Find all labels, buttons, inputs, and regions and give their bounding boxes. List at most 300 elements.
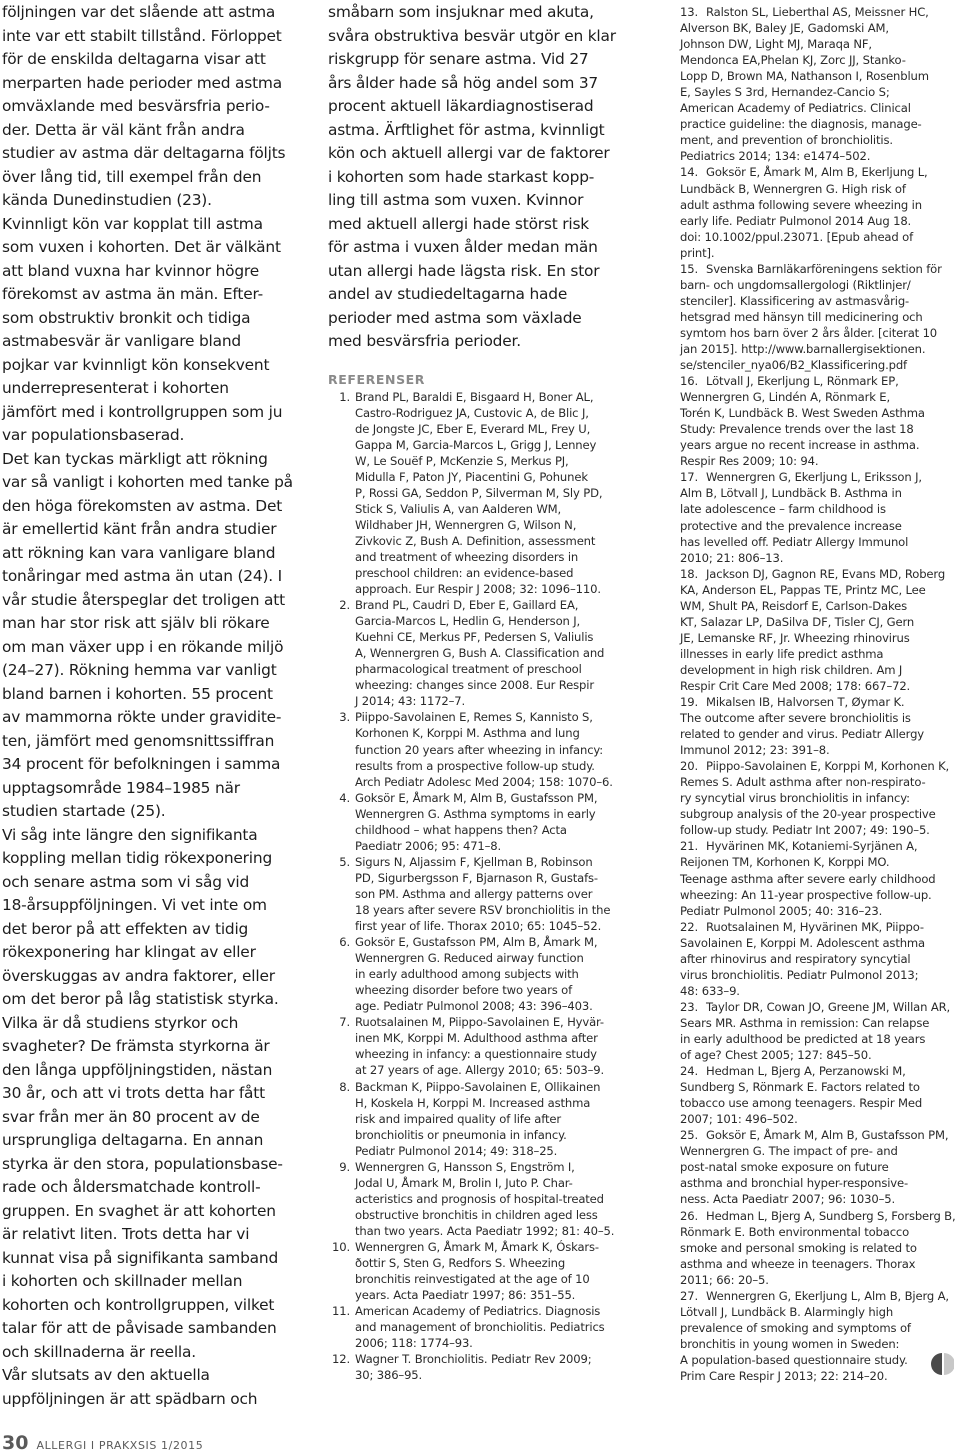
reference-text-line: early life. Pediatr Pulmonol 2014 Aug 18. <box>680 213 912 228</box>
reference-text-line: first year of life. Thorax 2010; 65: 1045–52. <box>355 919 602 934</box>
body-text-line: följningen var det slående att astma <box>2 3 276 21</box>
reference-first-line <box>328 1014 634 1030</box>
reference-number-text: 1. <box>339 389 350 404</box>
reference-text-line: Torén K, Lundbäck B. West Sweden Asthma <box>680 406 925 421</box>
reference-number-text: 24. <box>680 1064 698 1079</box>
reference-number-text: 13. <box>680 5 698 19</box>
reference-text-line: after rhinovirus and respiratory syncytial <box>680 951 911 966</box>
body-text-line: upptagsområde 1984–1985 när <box>2 778 240 797</box>
reference-text-line: in early adulthood be predicted at 18 years <box>680 1032 926 1046</box>
reference-number-text: 18. <box>680 566 698 581</box>
reference-number <box>680 373 706 389</box>
body-text-line: utan allergi hade lägsta risk. En stor <box>328 261 600 280</box>
body-text-line: uppföljningen är att spädbarn och <box>2 1389 258 1408</box>
body-text-line: 34 procent för befolkningen i samma <box>2 755 281 773</box>
reference-text-line: 18 years after severe RSV bronchiolitis in the <box>355 903 611 917</box>
reference-item <box>654 1063 956 1127</box>
body-text-line: vår studie återspeglar det troligen att <box>2 590 285 609</box>
reference-number-text: 25. <box>680 1128 698 1143</box>
reference-item <box>654 1288 956 1384</box>
reference-text: Wagner T. Bronchiolitis. Pediatr Rev 2009; <box>355 1352 592 1367</box>
body-text-line: styrka är den stora, populationsbase- <box>2 1154 283 1173</box>
reference-number <box>680 758 706 774</box>
body-text-line: kohorten och kontrollgruppen, vilket <box>2 1295 275 1314</box>
reference-number-text: 2. <box>339 598 350 613</box>
reference-first-line <box>328 934 634 950</box>
body-text-line: astmabesvär är vanligare bland <box>2 332 241 350</box>
reference-text-line: Remes S. Adult asthma after non-respirato- <box>680 775 926 790</box>
body-text-line: småbarn som insjuknar med akuta, <box>328 3 594 21</box>
reference-text-line: Zivkovic Z, Bush A. Definition, assessment <box>355 533 596 548</box>
reference-text-line: Pediatrics 2014; 134: e1474–502. <box>680 149 871 164</box>
reference-number-text: 16. <box>680 374 698 389</box>
reference-text-line: years. Acta Paediatr 1997; 86: 351–55. <box>355 1288 576 1303</box>
body-text-line: tonåringar med astma än utan (24). I <box>2 567 282 585</box>
reference-text-line: ry syncytial virus bronchiolitis in infancy: <box>680 791 910 806</box>
reference-text: Jackson DJ, Gagnon RE, Evans MD, Roberg <box>706 566 946 581</box>
reference-text-line: pharmacological treatment of preschool <box>355 662 582 677</box>
body-text-line: i kohorten som hade starkast kopp- <box>328 167 595 186</box>
reference-text-line: Jodal U, Åmark M, Brolin I, Juto P. Char- <box>355 1175 573 1190</box>
reference-text-line: Mendonca EA,Phelan KJ, Zorc JJ, Stanko- <box>680 53 906 68</box>
reference-first-line <box>654 373 956 389</box>
reference-text-line: Lopp D, Brown MA, Nathanson I, Rosenblum <box>680 69 929 84</box>
reference-number <box>328 709 355 725</box>
reference-text-line: bronchitis in young women in Sweden: <box>680 1336 900 1351</box>
reference-text-line: Wennergren G. The impact of pre- and <box>680 1144 898 1159</box>
reference-text: Goksör E, Åmark M, Alm B, Gustafsson PM, <box>706 1128 949 1143</box>
reference-number <box>328 1239 355 1255</box>
page-number: 30 <box>2 1432 29 1454</box>
body-text-line: med aktuell allergi hade störst risk <box>328 214 590 233</box>
reference-text: Ruotsalainen M, Piippo-Savolainen E, Hyvär- <box>355 1015 604 1030</box>
reference-number-text: 19. <box>680 695 698 710</box>
body-text-line: den höga förekomsten av astma. Det <box>2 496 283 515</box>
reference-first-line <box>654 838 956 854</box>
body-text-line: svåra obstruktiva besvär utgör en klar <box>328 26 616 45</box>
reference-number-text: 12. <box>332 1352 350 1367</box>
reference-text-line: Garcia-Marcos L, Hedlin G, Henderson J, <box>355 614 581 629</box>
reference-text-line: W, Le Souëf P, McKenzie S, Merkus PJ, <box>355 453 569 468</box>
body-text-line: rökexponering har klingat av eller <box>2 943 256 961</box>
reference-number <box>680 1288 706 1304</box>
body-text-line: svagheter? De främsta styrkorna är <box>2 1037 270 1055</box>
reference-text-line: Respir Res 2009; 10: 94. <box>680 454 819 469</box>
reference-text-line: post-natal smoke exposure on future <box>680 1160 889 1175</box>
reference-number <box>680 838 706 854</box>
reference-number <box>328 934 355 950</box>
reference-text-line: Arch Pediatr Adolesc Med 2004; 158: 1070–6. <box>355 774 613 789</box>
reference-number-text: 26. <box>680 1208 698 1223</box>
reference-text-line: PD, Sigurbergsson F, Bjarnason R, Gustafs- <box>355 870 598 885</box>
references-column <box>654 0 956 1384</box>
reference-text-line: de Jongste JC, Eber E, Everard ML, Frey U, <box>355 421 591 436</box>
reference-item <box>328 854 634 934</box>
reference-text-line: Pediatr Pulmonol 2014; 49: 318–25. <box>355 1143 558 1158</box>
reference-number-text: 17. <box>680 470 698 485</box>
reference-item <box>654 373 956 469</box>
reference-number <box>328 1014 355 1030</box>
reference-text-line: wheezing: changes since 2008. Eur Respir <box>355 678 594 693</box>
body-text-line: att bland vuxna har kvinnor högre <box>2 261 259 280</box>
reference-first-line <box>654 1288 956 1304</box>
reference-text: Backman K, Piippo-Savolainen E, Ollikainen <box>355 1079 601 1094</box>
reference-text-line: 2011; 66: 20–5. <box>680 1272 769 1287</box>
reference-number <box>680 999 706 1015</box>
reference-text-line: Pediatr Pulmonol 2005; 40: 316–23. <box>680 903 883 918</box>
reference-number-text: 23. <box>680 999 698 1014</box>
reference-text-line: at 27 years of age. Allergy 2010; 65: 503–9. <box>355 1063 604 1078</box>
body-text-line: års ålder hade så hög andel som 37 <box>328 73 599 92</box>
reference-text: Wennergren G, Ekerljung L, Eriksson J, <box>706 470 922 485</box>
reference-text-line: 2010; 21: 806–13. <box>680 550 784 565</box>
body-text-line: (24–27). Rökning hemma var vanligt <box>2 661 277 679</box>
reference-text: Ralston SL, Lieberthal AS, Meissner HC, <box>706 5 929 19</box>
body-text-line: och senare astma som vi såg vid <box>2 872 250 891</box>
reference-number-text: 14. <box>680 165 698 180</box>
reference-text-line: A population-based questionnaire study. <box>680 1352 908 1367</box>
reference-number <box>680 4 706 20</box>
column-1-body-text <box>2 0 304 1411</box>
reference-text: Piippo-Savolainen E, Korppi M, Korhonen K, <box>706 759 950 774</box>
reference-text: Lötvall J, Ekerljung L, Rönmark EP, <box>706 374 899 389</box>
reference-text-line: bronchitis reinvestigated at the age of 10 <box>355 1272 590 1287</box>
reference-text-line: Kuehni CE, Merkus PF, Pedersen S, Valiulis <box>355 630 594 645</box>
reference-text-line: follow-up study. Pediatr Int 2007; 49: 190–5. <box>680 823 930 838</box>
reference-first-line <box>654 566 956 582</box>
reference-text-line: Paediatr 2006; 95: 471–8. <box>355 838 502 853</box>
reference-number-text: 6. <box>339 935 350 950</box>
reference-first-line <box>654 758 956 774</box>
reference-number <box>680 566 706 582</box>
reference-number-text: 7. <box>339 1015 350 1030</box>
reference-first-line <box>328 1239 634 1255</box>
reference-text: Goksör E, Åmark M, Alm B, Gustafsson PM, <box>355 790 598 805</box>
body-text-line: perioder med astma som växlade <box>328 308 582 327</box>
body-text-line: rade och åldersmatchade kontroll- <box>2 1178 261 1196</box>
reference-item <box>328 1014 634 1078</box>
reference-text-line: Midulla F, Paton JY, Piacentini G, Pohunek <box>355 469 588 484</box>
reference-item <box>654 838 956 918</box>
reference-text-line: son PM. Asthma and allergy patterns over <box>355 886 593 901</box>
reference-first-line <box>654 1063 956 1079</box>
reference-text-line: obstructive bronchitis in children aged less <box>355 1207 598 1222</box>
reference-text: Svenska Barnläkarföreningens sektion för <box>706 261 942 276</box>
reference-text-line: illnesses in early life predict asthma <box>680 646 884 661</box>
reference-item <box>654 694 956 758</box>
reference-item <box>328 1239 634 1303</box>
reference-item <box>328 597 634 709</box>
reference-number-text: 3. <box>339 710 350 725</box>
reference-first-line <box>654 694 956 710</box>
body-text-line: ten, jämfört med genomsnittssiffran <box>2 731 275 750</box>
reference-text: American Academy of Pediatrics. Diagnosis <box>355 1304 601 1319</box>
reference-text: Brand PL, Baraldi E, Bisgaard H, Boner AL, <box>355 389 594 404</box>
reference-text: Hyvärinen MK, Kotaniemi-Syrjänen A, <box>706 839 918 854</box>
reference-text-line: Sundberg S, Rönmark E. Factors related to <box>680 1080 920 1095</box>
reference-text-line: protective and the prevalence increase <box>680 518 902 533</box>
body-text-line: omväxlande med besvärsfria perio- <box>2 97 270 115</box>
body-text-line: inte var ett stabilt tillstånd. Förloppet <box>2 26 282 45</box>
body-text-line: ling till astma som vuxen. Kvinnor <box>328 191 584 209</box>
reference-text-line: Teenage asthma after severe early childhood <box>680 871 936 886</box>
reference-text-line: Rönmark E. Both environmental tobacco <box>680 1224 910 1239</box>
reference-number <box>680 919 706 935</box>
body-text-line: underrepresenterat i kohorten <box>2 379 229 397</box>
reference-text: Taylor DR, Cowan JO, Greene JM, Willan AR, <box>706 999 951 1014</box>
body-text-line: Vi såg inte längre den signifikanta <box>2 825 258 844</box>
reference-number-text: 9. <box>339 1159 350 1174</box>
reference-text-line: Respir Crit Care Med 2008; 178: 667–72. <box>680 678 911 693</box>
body-text-line: andel av studiedeltagarna hade <box>328 285 568 303</box>
reference-number <box>680 1208 706 1224</box>
reference-text-line: function 20 years after wheezing in infancy: <box>355 742 604 757</box>
reference-text: Wennergren G, Ekerljung L, Alm B, Bjerg A, <box>706 1288 949 1303</box>
reference-item <box>328 1351 634 1383</box>
body-text-line: 30 år, och att vi trots detta har fått <box>2 1084 265 1102</box>
reference-text-line: prevalence of smoking and symptoms of <box>680 1320 911 1335</box>
reference-text-line: acteristics and prognosis of hospital-treated <box>355 1191 604 1206</box>
reference-text-line: Reijonen TM, Korhonen K, Korppi MO. <box>680 855 890 870</box>
reference-text-line: development in high risk children. Am J <box>680 662 903 677</box>
reference-text-line: stenciler]. Klassificering av astmasvårig- <box>680 293 910 308</box>
body-text-line: man har stor risk att själv bli rökare <box>2 614 270 632</box>
reference-first-line <box>654 164 956 180</box>
reference-item <box>654 4 956 164</box>
body-text-line: pojkar var kvinnligt kön konsekvent <box>2 355 270 374</box>
references-list-part-1 <box>328 389 634 1384</box>
reference-text-line: Wennergren G. Asthma symptoms in early <box>355 806 596 821</box>
reference-text-line: and management of bronchiolitis. Pediatrics <box>355 1320 605 1335</box>
reference-text-line: Castro-Rodriguez JA, Custovic A, de Blic J, <box>355 405 589 420</box>
reference-number-text: 4. <box>339 790 350 805</box>
body-text-line: ursprungliga deltagarna. En annan <box>2 1131 264 1149</box>
body-text-line: studier av astma där deltagarna följts <box>2 144 286 162</box>
reference-first-line <box>654 261 956 277</box>
reference-text-line: Immunol 2012; 23: 391–8. <box>680 743 830 758</box>
reference-text-line: Korhonen K, Korppi M. Asthma and lung <box>355 726 580 741</box>
reference-text-line: E, Sayles S 3rd, Hernandez-Cancio S; <box>680 85 890 100</box>
reference-text: Sigurs N, Aljassim F, Kjellman B, Robinson <box>355 854 593 869</box>
body-text-line: den långa uppföljningstiden, nästan <box>2 1060 273 1079</box>
reference-text-line: Wennergren G. Reduced airway function <box>355 951 584 966</box>
body-text-line: är relativt liten. Trots detta har vi <box>2 1225 250 1243</box>
body-text-line: talar för att de påvisade sambanden <box>2 1319 277 1337</box>
body-text-line: som obstruktiv bronkit och tidiga <box>2 308 251 327</box>
article-column-2 <box>328 0 634 1383</box>
reference-item <box>654 758 956 838</box>
reference-number-text: 15. <box>680 261 698 276</box>
reference-number <box>328 1159 355 1175</box>
body-text-line: för de enskilda deltagarna visar att <box>2 50 266 68</box>
reference-text: Wennergren G, Åmark M, Åmark K, Óskars- <box>355 1239 599 1254</box>
reference-text: Hedman L, Bjerg A, Perzanowski M, <box>706 1064 906 1079</box>
body-text-line: kända Dunedinstudien (23). <box>2 191 212 209</box>
reference-first-line <box>328 597 634 613</box>
body-text-line: der. Detta är väl känt från andra <box>2 120 245 139</box>
body-text-line: kunnat visa på signifikanta samband <box>2 1248 279 1267</box>
body-text-line: 18-årsuppföljningen. Vi vet inte om <box>2 896 267 914</box>
reference-text-line: Alm B, Lötvall J, Lundbäck B. Asthma in <box>680 486 902 501</box>
reference-text-line: print]. <box>680 245 715 260</box>
reference-item <box>328 709 634 789</box>
reference-text-line: Stick S, Valiulis A, van Aalderen WM, <box>355 501 562 516</box>
reference-text-line: subgroup analysis of the 20-year prospective <box>680 807 936 822</box>
reference-text-line: bronchiolitis or pneumonia in infancy. <box>355 1127 567 1142</box>
reference-number-text: 10. <box>332 1239 350 1254</box>
reference-text-line: jan 2015]. http://www.barnallergisektionen. <box>680 341 926 356</box>
reference-text-line: wheezing in infancy: a questionnaire study <box>355 1047 597 1062</box>
reference-text-line: childhood – what happens then? Acta <box>355 822 567 837</box>
reference-text-line: Sears MR. Asthma in remission: Can relapse <box>680 1015 930 1030</box>
reference-text-line: hetsgrad med hänsyn till medicinering och <box>680 309 923 324</box>
body-text-line: för astma i vuxen ålder medan män <box>328 238 598 256</box>
reference-item <box>654 1127 956 1207</box>
reference-number <box>328 1079 355 1095</box>
reference-text-line: 2007; 101: 496–502. <box>680 1112 798 1127</box>
column-2-body-text <box>328 0 634 354</box>
reference-number <box>680 164 706 180</box>
reference-text-line: has levelled off. Pediatr Allergy Immunol <box>680 534 909 549</box>
reference-number <box>680 694 706 710</box>
reference-text-line: of age? Chest 2005; 127: 845–50. <box>680 1048 872 1063</box>
reference-text: Mikalsen IB, Halvorsen T, Øymar K. <box>706 695 905 710</box>
reference-text-line: Alverson BK, Baley JE, Gadomski AM, <box>680 21 889 36</box>
reference-first-line <box>328 790 634 806</box>
reference-number <box>328 389 355 405</box>
reference-item <box>654 1208 956 1288</box>
reference-text-line: KA, Anderson EL, Pappas TE, Printz MC, Lee <box>680 582 926 597</box>
reference-text-line: A, Wennergren G, Bush A. Classification and <box>355 646 605 661</box>
body-text-line: om man växer upp i en rökande miljö <box>2 637 284 656</box>
reference-item <box>328 790 634 854</box>
references-heading: REFERENSER <box>328 371 426 387</box>
reference-item <box>654 261 956 373</box>
reference-text-line: smoke and personal smoking is related to <box>680 1240 917 1255</box>
reference-number <box>328 1351 355 1367</box>
body-text-line: koppling mellan tidig rökexponering <box>2 849 273 867</box>
reference-text-line: than two years. Acta Paediatr 1992; 81: 40–5. <box>355 1223 615 1238</box>
body-text-line: gruppen. En svaghet är att kohorten <box>2 1201 276 1220</box>
body-text-line: Vår slutsats av den aktuella <box>2 1366 210 1384</box>
reference-number <box>680 1127 706 1143</box>
body-text-line: av mammorna rökte under gravidite- <box>2 708 282 726</box>
reference-text-line: related to gender and virus. Pediatr Allergy <box>680 727 924 742</box>
reference-text-line: symtom hos barn över 2 års ålder. [citerat 10 <box>680 325 938 340</box>
reference-text-line: WM, Shult PA, Reisdorf E, Carlson-Dakes <box>680 598 908 613</box>
reference-text: Goksör E, Åmark M, Alm B, Ekerljung L, <box>706 165 928 180</box>
reference-text-line: Study: Prevalence trends over the last 18 <box>680 422 914 437</box>
reference-first-line <box>328 389 634 405</box>
body-text-line: astma. Ärftlighet för astma, kvinnligt <box>328 120 605 139</box>
body-text-line: och skillnaderna är reella. <box>2 1342 196 1361</box>
article-column-1 <box>2 0 304 1411</box>
reference-text-line: KT, Salazar LP, DaSilva DF, Tisler CJ, Gern <box>680 614 915 629</box>
reference-first-line <box>328 1079 634 1095</box>
reference-text-line: wheezing: An 11-year prospective follow-up. <box>680 887 932 902</box>
reference-number <box>328 597 355 613</box>
reference-text-line: J 2014; 43: 1172–7. <box>355 694 466 709</box>
reference-text-line: Wildhaber JH, Wennergren G, Wilson N, <box>355 517 577 532</box>
reference-first-line <box>654 1208 956 1224</box>
reference-text-line: years argue no recent increase in asthma. <box>680 438 920 453</box>
reference-text-line: inen MK, Korppi M. Adulthood asthma after <box>355 1031 598 1046</box>
reference-number-text: 20. <box>680 759 698 774</box>
reference-item <box>654 566 956 694</box>
body-text-line: Kvinnligt kön var kopplat till astma <box>2 214 263 233</box>
references-list-part-2 <box>654 0 956 1384</box>
reference-first-line <box>654 1127 956 1143</box>
reference-first-line <box>328 1351 634 1367</box>
reference-text-line: P, Rossi GA, Seddon P, Silverman M, Sly PD, <box>355 485 603 500</box>
body-text-line: jämfört med i kontrollgruppen som ju <box>2 402 283 421</box>
reference-text: Brand PL, Caudri D, Eber E, Gaillard EA, <box>355 598 579 613</box>
reference-item <box>328 1303 634 1351</box>
publication-name: ALLERGI I PRAKXSIS 1/2015 <box>36 1439 204 1452</box>
reference-text-line: 30; 386–95. <box>355 1368 423 1383</box>
body-text-line: i kohorten och skillnader mellan <box>2 1272 243 1290</box>
reference-text-line: preschool children: an evidence-based <box>355 566 574 581</box>
half-circle-end-mark-icon <box>930 1352 954 1376</box>
body-text-line: var så vanligt i kohorten med tanke på <box>2 473 293 491</box>
reference-text-line: asthma and bronchial hyper-responsive- <box>680 1176 909 1191</box>
reference-text-line: American Academy of Pediatrics. Clinical <box>680 101 911 116</box>
reference-text-line: practice guideline: the diagnosis, manage- <box>680 117 922 132</box>
body-text-line: procent aktuell läkardiagnostiserad <box>328 97 594 115</box>
reference-text-line: tobacco use among teenagers. Respir Med <box>680 1096 923 1111</box>
reference-first-line <box>654 469 956 485</box>
body-text-line: med besvärsfria perioder. <box>328 332 521 350</box>
reference-text-line: virus bronchiolitis. Pediatr Pulmonol 2013; <box>680 967 919 982</box>
reference-text-line: Wennergren G, Lindén A, Rönmark E, <box>680 390 891 405</box>
body-text-line: riskgrupp för senare astma. Vid 27 <box>328 50 589 68</box>
body-text-line: är emellertid känt från andra studier <box>2 520 277 538</box>
reference-text: Goksör E, Gustafsson PM, Alm B, Åmark M, <box>355 935 598 950</box>
reference-number <box>328 854 355 870</box>
body-text-line: Vilka är då studiens styrkor och <box>2 1013 239 1032</box>
reference-text-line: barn- och ungdomsallergologi (Riktlinjer/ <box>680 277 911 292</box>
reference-text: Piippo-Savolainen E, Remes S, Kannisto S, <box>355 710 593 725</box>
reference-text-line: and treatment of wheezing disorders in <box>355 549 579 564</box>
reference-number-text: 22. <box>680 919 698 934</box>
reference-text: Ruotsalainen M, Hyvärinen MK, Piippo- <box>706 919 924 934</box>
reference-text-line: in early adulthood among subjects with <box>355 967 579 982</box>
reference-text-line: late adolescence – farm childhood is <box>680 502 886 517</box>
reference-text-line: se/stenciler_nya06/B2_Klassificering.pdf <box>680 358 907 373</box>
reference-number-text: 21. <box>680 839 698 854</box>
reference-text-line: approach. Eur Respir J 2008; 32: 1096–110. <box>355 582 601 597</box>
reference-number-text: 11. <box>332 1304 350 1319</box>
reference-text-line: ness. Acta Paediatr 2007; 96: 1030–5. <box>680 1192 896 1207</box>
reference-text-line: Lötvall J, Lundbäck B. Alarmingly high <box>680 1304 894 1319</box>
reference-text-line: age. Pediatr Pulmonol 2008; 43: 396–403. <box>355 999 593 1014</box>
reference-text-line: 2006; 118: 1774–93. <box>355 1336 473 1351</box>
body-text-line: merparten hade perioder med astma <box>2 73 282 92</box>
body-text-line: förekomst av astma än män. Efter- <box>2 285 263 303</box>
reference-number <box>328 1303 355 1319</box>
reference-text-line: doi: 10.1002/ppul.23071. [Epub ahead of <box>680 229 913 244</box>
reference-first-line <box>654 4 956 20</box>
reference-first-line <box>328 1159 634 1175</box>
body-text-line: det beror på att effekten av tidig <box>2 919 249 938</box>
reference-item <box>328 934 634 1014</box>
body-text-line: svar från mer än 80 procent av de <box>2 1107 260 1126</box>
body-text-line: om det beror på låg statistisk styrka. <box>2 990 279 1008</box>
body-text-line: bland barnen i kohorten. 55 procent <box>2 684 273 703</box>
reference-text-line: 48: 633–9. <box>680 983 740 998</box>
reference-item <box>654 919 956 999</box>
body-text-line: över lång tid, till exempel från den <box>2 167 262 186</box>
